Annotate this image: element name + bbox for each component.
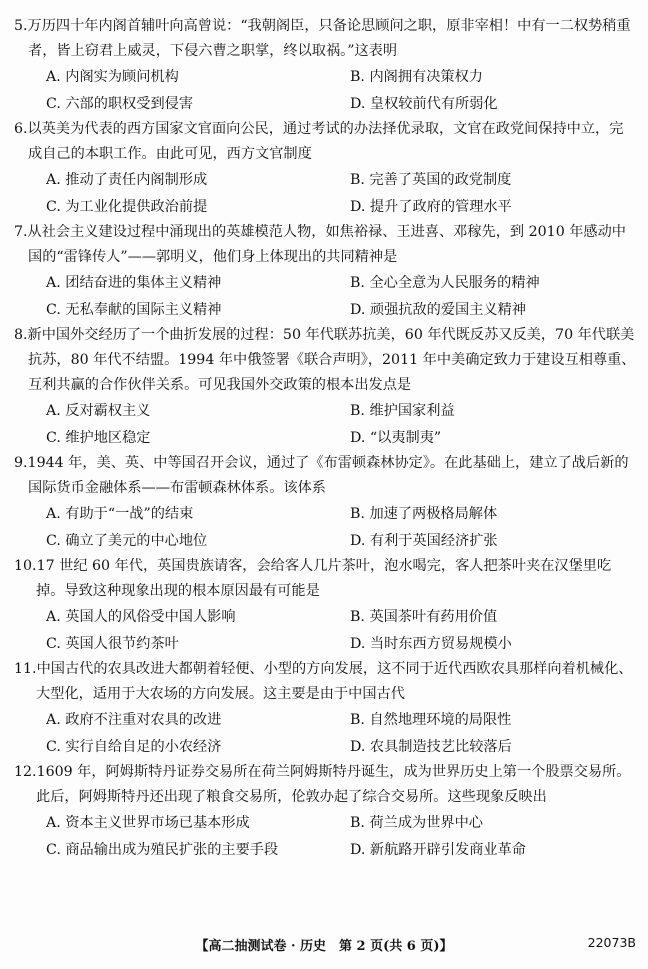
options (46, 707, 636, 760)
option-b: B. 英国茶叶有药用价值 (350, 609, 498, 625)
option-d: D. 有利于英国经济扩张 (350, 532, 498, 549)
footer-title: 【高二抽测试卷 · 历史 第 2 页(共 6 页)】 (195, 939, 453, 954)
option-a: A. 英国人的风俗受中国人影响 (46, 609, 236, 625)
option-d: D. 农具制造技艺比较落后 (350, 738, 512, 755)
question-8 (14, 323, 636, 451)
option-a: A. 推动了责任内阁制形成 (46, 172, 208, 188)
question-7 (14, 220, 636, 323)
option-d: D. 当时东西方贸易规模小 (350, 635, 512, 652)
question-9 (14, 451, 636, 554)
options (46, 810, 636, 863)
options (46, 398, 636, 451)
option-b: B. 完善了英国的政党制度 (350, 172, 512, 188)
question-5 (14, 14, 636, 117)
option-b: B. 维护国家利益 (350, 403, 455, 419)
question-stem: 12.1609 年，阿姆斯特丹证券交易所在荷兰阿姆斯特丹诞生，成为世界历史上第一个股票交易所。此后，阿姆斯特丹还出现了粮食交易所，伦敦办起了综合交易所。这些现象反映出 (14, 764, 631, 805)
question-stem: 8.新中国外交经历了一个曲折发展的过程：50 年代联苏抗美，60 年代既反苏又反美，70 年代联美抗苏，80 年代不结盟。1994 年中俄签署《联合声明》，2011 年中美确定致力于建设互相尊重、互利共赢的合作伙伴关系。可见我国外交政策的根本出发点是 (14, 327, 636, 393)
option-a: A. 内阁实为顾问机构 (46, 69, 179, 85)
question-stem: 11.中国古代的农具改进大都朝着轻便、小型的方向发展，这不同于近代西欧农具那样向着机械化、大型化，适用于大农场的方向发展。这主要是由于中国古代 (14, 661, 633, 702)
question-list (14, 14, 636, 863)
option-c: C. 维护地区稳定 (46, 429, 151, 446)
options (46, 501, 636, 554)
question-stem: 7.从社会主义建设过程中涌现出的英雄模范人物，如焦裕禄、王进喜、邓稼先，到 2010 年感动中国的“雷锋传人”——郭明义，他们身上体现出的共同精神是 (14, 224, 626, 265)
option-c: C. 实行自给自足的小农经济 (46, 738, 222, 755)
option-d: D. 提升了政府的管理水平 (350, 198, 512, 215)
option-c: C. 为工业化提供政治前提 (46, 198, 208, 215)
question-11 (14, 657, 636, 760)
option-b: B. 加速了两极格局解体 (350, 506, 498, 522)
option-d: D. 新航路开辟引发商业革命 (350, 841, 526, 858)
page-footer (0, 933, 648, 955)
option-c: C. 英国人很节约茶叶 (46, 635, 179, 652)
options (46, 167, 636, 220)
option-d: D. “以夷制夷” (350, 429, 442, 446)
option-a: A. 资本主义世界市场已基本形成 (46, 815, 250, 831)
option-d: D. 皇权较前代有所弱化 (350, 95, 498, 112)
option-c: C. 商品输出成为殖民扩张的主要手段 (46, 841, 279, 858)
question-12 (14, 760, 636, 863)
paper-code: 22073B (587, 935, 636, 950)
question-stem: 10.17 世纪 60 年代，英国贵族请客，会给客人几片茶叶，泡水喝完，客人把茶叶夹在汉堡里吃掉。导致这种现象出现的根本原因最有可能是 (14, 558, 612, 599)
option-a: A. 团结奋进的集体主义精神 (46, 275, 222, 291)
question-stem: 5.万历四十年内阁首辅叶向高曾说：“我朝阁臣，只备论思顾问之职，原非宰相！中有一二权势稍重者，皆上窃君上威灵，下侵六曹之职掌，终以取祸。”这表明 (14, 18, 631, 59)
option-a: A. 反对霸权主义 (46, 403, 151, 419)
options (46, 604, 636, 657)
option-b: B. 自然地理环境的局限性 (350, 712, 512, 728)
option-b: B. 内阁拥有决策权力 (350, 69, 483, 85)
question-stem: 9.1944 年，美、英、中等国召开会议，通过了《布雷顿森林协定》。在此基础上，建立了战后新的国际货币金融体系——布雷顿森林体系。该体系 (14, 455, 629, 496)
option-a: A. 政府不注重对农具的改进 (46, 712, 222, 728)
option-d: D. 顽强抗敌的爱国主义精神 (350, 301, 526, 318)
option-c: C. 确立了美元的中心地位 (46, 532, 208, 549)
question-stem: 6.以英美为代表的西方国家文官面向公民，通过考试的办法择优录取，文官在政党间保持中立，完成自己的本职工作。由此可见，西方文官制度 (14, 121, 624, 162)
option-c: C. 无私奉献的国际主义精神 (46, 301, 222, 318)
question-6 (14, 117, 636, 220)
option-c: C. 六部的职权受到侵害 (46, 95, 194, 112)
option-a: A. 有助于“一战”的结束 (46, 506, 194, 522)
option-b: B. 全心全意为人民服务的精神 (350, 275, 540, 291)
options (46, 270, 636, 323)
option-b: B. 荷兰成为世界中心 (350, 815, 483, 831)
options (46, 64, 636, 117)
question-10 (14, 554, 636, 657)
